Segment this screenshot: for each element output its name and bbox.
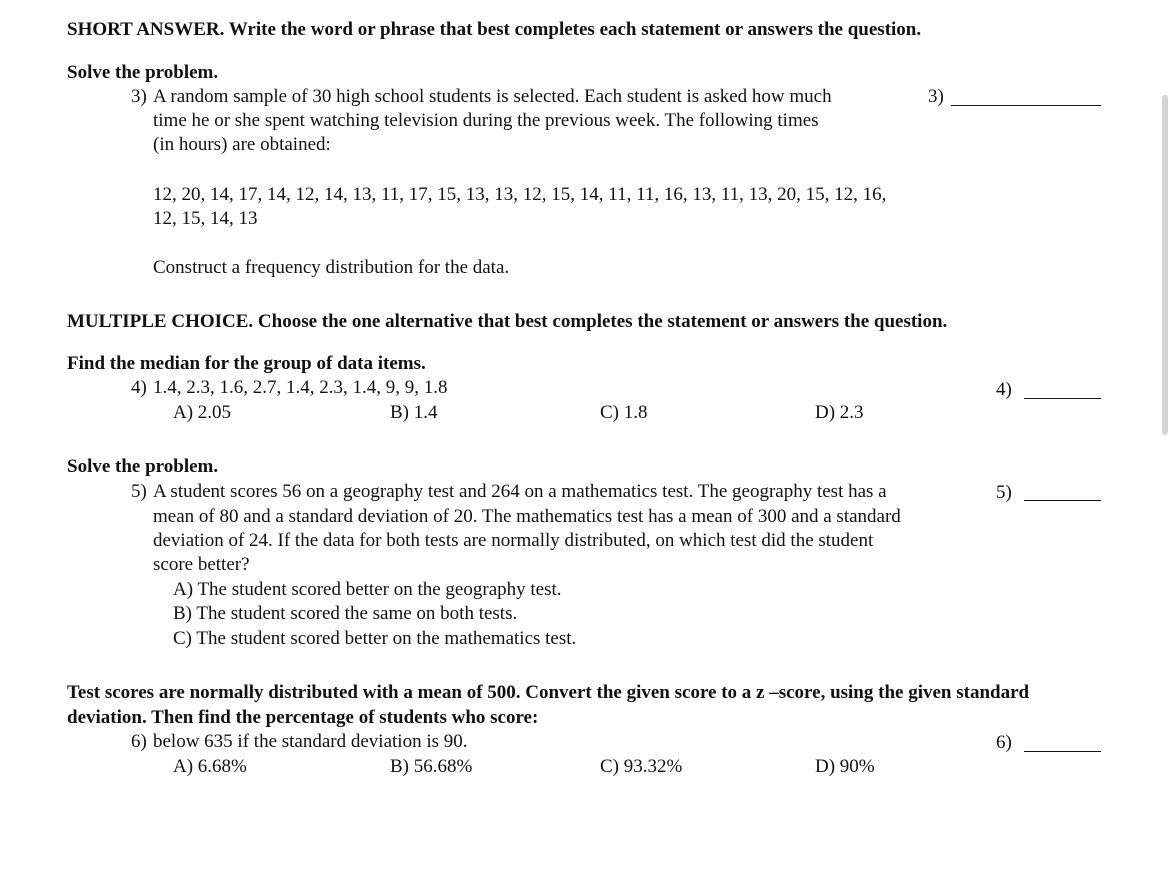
solve-problem-title: Solve the problem.: [67, 62, 219, 83]
question-6-section-title-line-2: deviation. Then find the percentage of students who score:: [67, 707, 539, 728]
question-3-data-line-2: 12, 15, 14, 13: [153, 208, 258, 229]
answer-3-label: 3): [928, 86, 944, 107]
question-4-choice-a[interactable]: A) 2.05: [173, 402, 232, 423]
answer-6-label: 6): [996, 732, 1012, 753]
multiple-choice-header: MULTIPLE CHOICE. Choose the one alternative that best completes the statement or answers the question.: [67, 311, 948, 332]
answer-4-blank[interactable]: [1024, 398, 1101, 399]
question-6-choice-b[interactable]: B) 56.68%: [390, 756, 473, 777]
question-3-number: 3): [131, 86, 147, 107]
question-5-line-2: mean of 80 and a standard deviation of 20. The mathematics test has a mean of 300 and a standard: [153, 506, 901, 527]
question-6-section-title-line-1: Test scores are normally distributed with a mean of 500. Convert the given score to a z –score, using the given standard: [67, 682, 1030, 703]
answer-5-label: 5): [996, 482, 1012, 503]
question-3-instruction: Construct a frequency distribution for the data.: [153, 257, 510, 278]
question-6-choice-c[interactable]: C) 93.32%: [600, 756, 683, 777]
question-5-choice-a[interactable]: A) The student scored better on the geography test.: [173, 579, 562, 600]
question-6-choice-d[interactable]: D) 90%: [815, 756, 875, 777]
question-5-line-1: A student scores 56 on a geography test and 264 on a mathematics test. The geography test has a: [153, 481, 887, 502]
question-6-choice-a[interactable]: A) 6.68%: [173, 756, 247, 777]
answer-3-blank[interactable]: [951, 105, 1101, 106]
question-5-choice-c[interactable]: C) The student scored better on the mathematics test.: [173, 628, 577, 649]
answer-4-label: 4): [996, 379, 1012, 400]
question-5-line-3: deviation of 24. If the data for both tests are normally distributed, on which test did the student: [153, 530, 874, 551]
question-4-section-title: Find the median for the group of data items.: [67, 353, 426, 374]
answer-5-blank[interactable]: [1024, 500, 1101, 501]
question-4-text: 1.4, 2.3, 1.6, 2.7, 1.4, 2.3, 1.4, 9, 9, 1.8: [153, 377, 448, 398]
question-5-line-4: score better?: [153, 554, 250, 575]
question-4-choice-b[interactable]: B) 1.4: [390, 402, 438, 423]
question-3-line-3: (in hours) are obtained:: [153, 134, 331, 155]
question-6-text: below 635 if the standard deviation is 90.: [153, 731, 468, 752]
question-6-number: 6): [131, 731, 147, 752]
question-5-number: 5): [131, 481, 147, 502]
question-3-data-line-1: 12, 20, 14, 17, 14, 12, 14, 13, 11, 17, 15, 13, 13, 12, 15, 14, 11, 11, 16, 13, 11, 13, 20, 15, 12, 16,: [153, 184, 887, 205]
question-5-section-title: Solve the problem.: [67, 456, 219, 477]
question-4-choice-d[interactable]: D) 2.3: [815, 402, 864, 423]
vertical-scrollbar[interactable]: [1162, 95, 1168, 435]
question-4-choice-c[interactable]: C) 1.8: [600, 402, 648, 423]
question-3-line-2: time he or she spent watching television during the previous week. The following times: [153, 110, 819, 131]
question-3-line-1: A random sample of 30 high school students is selected. Each student is asked how much: [153, 86, 832, 107]
short-answer-header: SHORT ANSWER. Write the word or phrase that best completes each statement or answers the question.: [67, 19, 922, 40]
question-5-choice-b[interactable]: B) The student scored the same on both tests.: [173, 603, 518, 624]
question-4-number: 4): [131, 377, 147, 398]
answer-6-blank[interactable]: [1024, 751, 1101, 752]
